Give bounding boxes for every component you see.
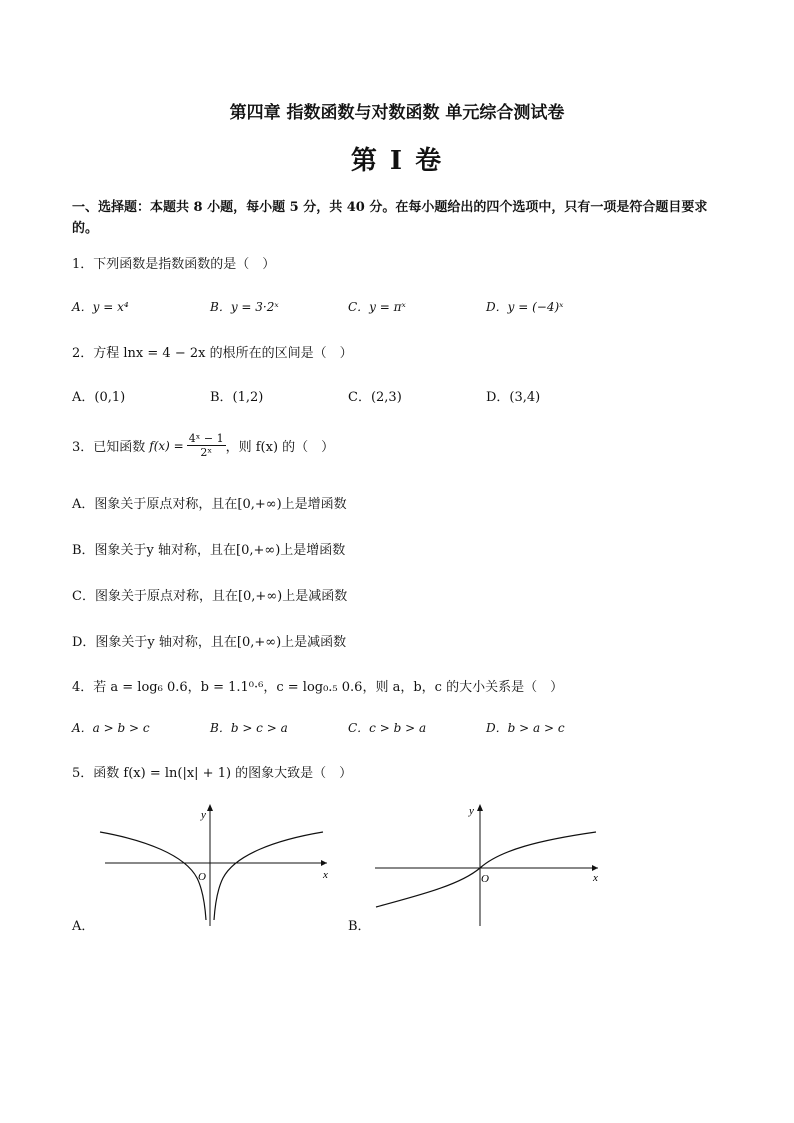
- graph-a-y-label: y: [201, 809, 206, 821]
- graph-b-origin-label: O: [481, 873, 489, 885]
- question-1-stem: 1．下列函数是指数函数的是（ ）: [72, 257, 276, 272]
- graph-b-x-label: x: [593, 872, 598, 884]
- question-2-option-d: D．(3,4): [486, 390, 541, 405]
- graph-a-x-label: x: [323, 869, 328, 881]
- question-3-option-a: A．图象关于原点对称，且在[0,+∞)上是增函数: [72, 497, 347, 512]
- question-2-option-a: A．(0,1): [72, 390, 126, 405]
- section-instructions: 一、选择题：本题共 8 小题，每小题 5 分，共 40 分。在每小题给出的四个选项中，只有一项是符合题目要求的。: [72, 200, 708, 236]
- question-4-option-a: A．a > b > c: [72, 721, 150, 735]
- question-1-option-a: A．y = x⁴: [72, 300, 129, 314]
- question-3-denominator: 2ˣ: [200, 446, 212, 459]
- question-1-option-d: D．y = (−4)ˣ: [486, 300, 564, 314]
- question-3-option-d: D．图象关于y 轴对称，且在[0,+∞)上是减函数: [72, 635, 347, 650]
- question-3-stem: [72, 432, 334, 459]
- graph-a-x-arrow: [321, 860, 327, 866]
- question-5-stem: 5．函数 f(x) = ln(|x| + 1) 的图象大致是（ ）: [72, 766, 353, 781]
- question-3-func: f(x) =: [149, 438, 184, 453]
- graph-a-origin-label: O: [198, 871, 206, 883]
- question-4-option-d: D．b > a > c: [486, 721, 565, 735]
- question-1-option-b: B．y = 3·2ˣ: [210, 300, 279, 314]
- question-5-graph-b: [370, 800, 610, 930]
- question-5-option-b: B．: [348, 919, 371, 934]
- graph-b-x-arrow: [592, 865, 598, 871]
- graph-a-right-curve: [214, 832, 323, 920]
- question-5-graph-a: [95, 800, 340, 930]
- question-3-suffix: ，则 f(x) 的（ ）: [225, 440, 335, 455]
- question-4-option-c: C．c > b > a: [348, 721, 427, 735]
- question-3-option-b: B．图象关于y 轴对称，且在[0,+∞)上是增函数: [72, 543, 346, 558]
- question-4-option-b: B．b > c > a: [210, 721, 288, 735]
- question-2-option-b: B．(1,2): [210, 390, 264, 405]
- question-4-stem: 4．若 a = log₆ 0.6，b = 1.1⁰·⁶，c = log₀.₅ 0.6，则 a，b，c 的大小关系是（ ）: [72, 680, 564, 695]
- question-2-option-c: C．(2,3): [348, 390, 402, 405]
- volume-subtitle: 第 I 卷: [350, 146, 444, 176]
- question-1-option-c: C．y = πˣ: [348, 300, 406, 314]
- graph-b-curve: [376, 832, 596, 907]
- page-title: 第四章 指数函数与对数函数 单元综合测试卷: [229, 103, 565, 123]
- question-3-prefix: 3．已知函数: [72, 440, 146, 455]
- question-3-numerator: 4ˣ − 1: [188, 432, 224, 445]
- graph-a-left-curve: [100, 832, 206, 920]
- graph-a-y-arrow: [207, 804, 213, 811]
- question-5-option-a: A．: [72, 919, 95, 934]
- question-3-option-c: C．图象关于原点对称，且在[0,+∞)上是减函数: [72, 589, 348, 604]
- graph-b-y-label: y: [469, 805, 474, 817]
- graph-b-y-arrow: [477, 804, 483, 811]
- question-2-stem: 2．方程 lnx = 4 − 2x 的根所在的区间是（ ）: [72, 346, 353, 361]
- question-3-fraction: [187, 432, 226, 459]
